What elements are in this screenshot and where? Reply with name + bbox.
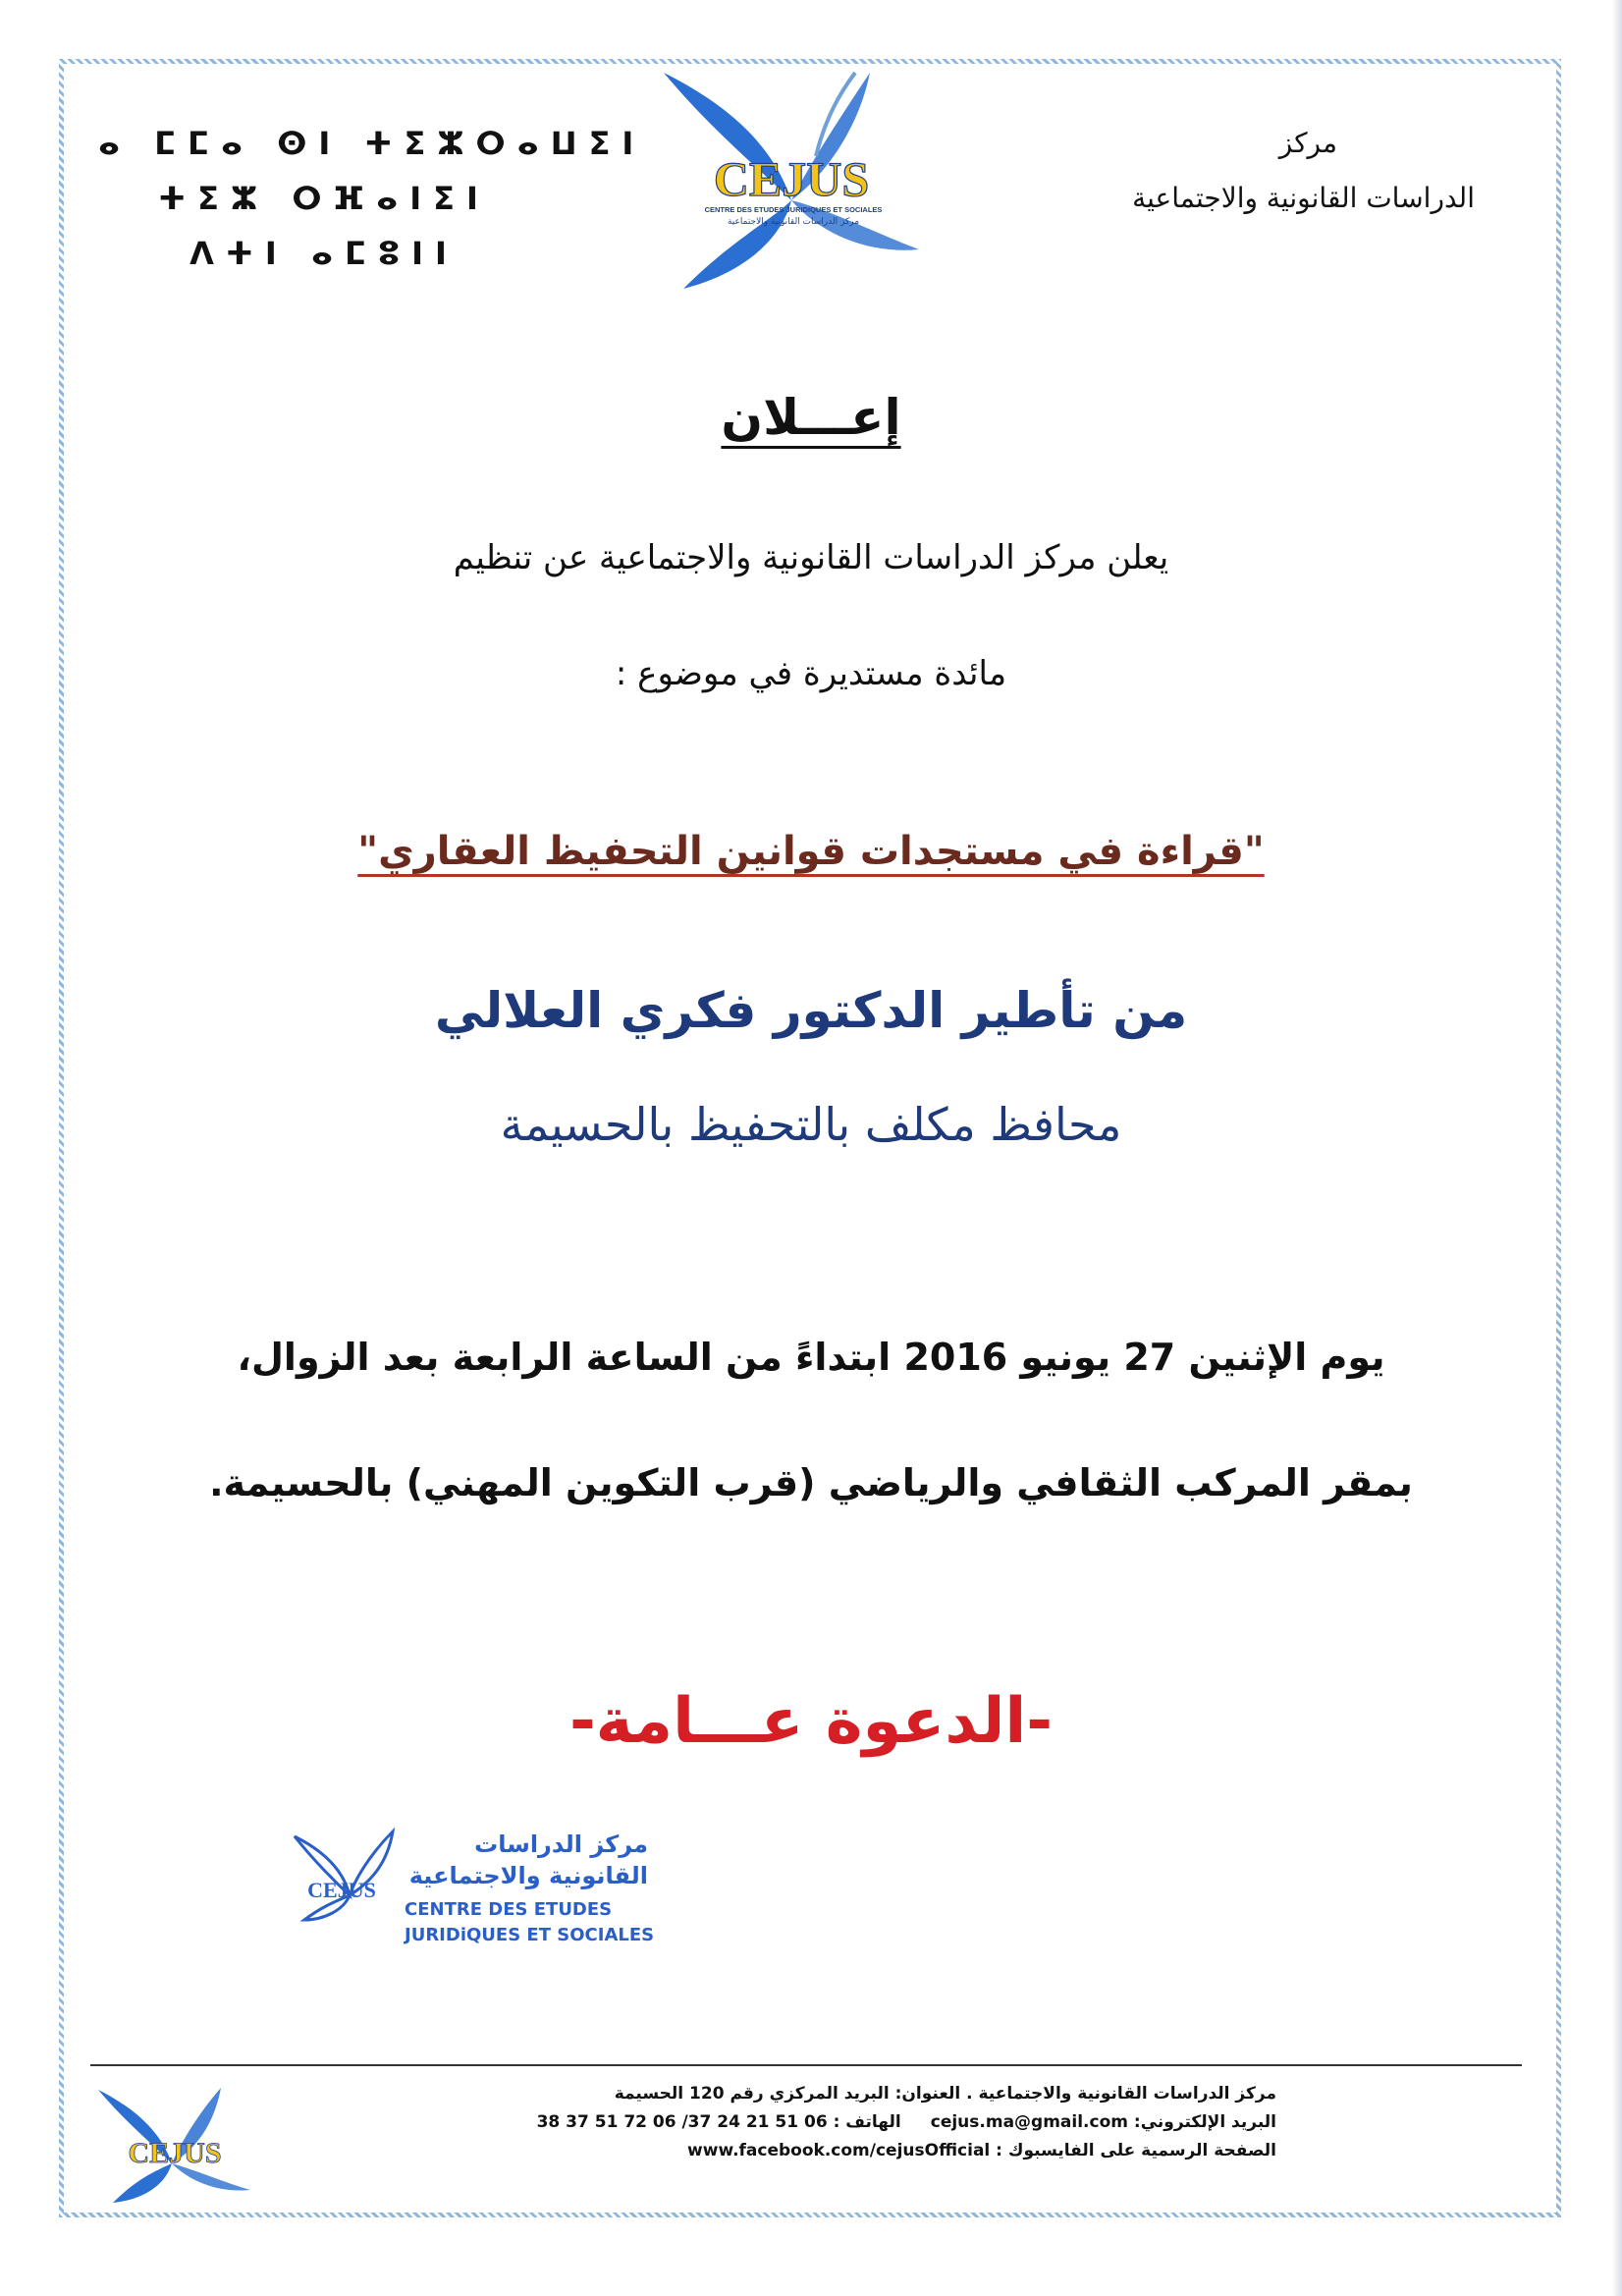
footer-email[interactable]: cejus.ma@gmail.com: [930, 2112, 1128, 2132]
tifinagh-line-1: ⴰ ⵎⵎⴰ ⵙⵏ ⵜⵉⵣⵔⴰⵡⵉⵏ: [98, 125, 646, 162]
announcement-topic: "قراءة في مستجدات قوانين التحفيظ العقاري": [357, 829, 1265, 874]
footer-email-label: البريد الإلكتروني:: [1133, 2112, 1276, 2132]
announcement-subject-label: مائدة مستديرة في موضوع :: [615, 654, 1007, 693]
footer-divider: [90, 2064, 1522, 2066]
footer-phones: 38 37 51 72 06 /37 24 21 51 06: [536, 2112, 828, 2132]
stamp-french-text: [405, 1897, 660, 1948]
tifinagh-line-3: ⴷⵜⵏ ⴰⵎⵓⵏⵏ: [189, 235, 459, 272]
footer-contact-row: [363, 2108, 1276, 2137]
announcement-intro: يعلن مركز الدراسات القانونية والاجتماعية عن تنظيم: [453, 538, 1169, 577]
logo-wordmark: CEJUS: [713, 151, 870, 206]
footer-cejus-logo: [88, 2080, 260, 2208]
footer-facebook-row: [363, 2137, 1276, 2165]
stamp-logo: [285, 1827, 403, 1925]
logo-subtext-ar: مركز الدراسات القانونية والاجتماعية: [727, 217, 860, 227]
event-date-time: يوم الإثنين 27 يونيو 2016 ابتداءً من الساعة الرابعة بعد الزوال،: [237, 1336, 1385, 1379]
event-venue: بمقر المركب الثقافي والرياضي (قرب التكوين المهني) بالحسيمة.: [209, 1461, 1413, 1504]
org-name-line-1: مركز: [1278, 127, 1337, 159]
cejus-logo: [644, 63, 939, 299]
tifinagh-line-2: ⵜⵉⵣ ⵔⴼⴰⵏⵉⵏ: [158, 180, 490, 217]
footer-address-row: [363, 2080, 1276, 2108]
announcement-title: إعـــلان: [721, 389, 901, 446]
stamp-bird-icon: [295, 1831, 393, 1920]
speaker-role: محافظ مكلف بالتحفيظ بالحسيمة: [500, 1098, 1122, 1151]
footer-phone-label: الهاتف :: [833, 2112, 901, 2132]
org-name-line-2: الدراسات القانونية والاجتماعية: [1132, 182, 1475, 214]
speaker-name: من تأطير الدكتور فكري العلالي: [434, 982, 1188, 1039]
stamp-arabic-line-1: مركز الدراسات: [474, 1831, 648, 1858]
org-name-arabic: [964, 116, 1475, 226]
stamp-french-line-1: CENTRE DES ETUDES: [405, 1899, 613, 1920]
public-invitation: -الدعوة عـــامة-: [569, 1685, 1053, 1758]
stamp-arabic-line-2: القانونية والاجتماعية: [408, 1862, 648, 1889]
footer-facebook-label: الصفحة الرسمية على الفايسبوك :: [996, 2141, 1276, 2160]
footer-address: مركز الدراسات القانونية والاجتماعية . العنوان: البريد المركزي رقم 120 الحسيمة: [614, 2084, 1276, 2104]
footer-facebook-link[interactable]: www.facebook.com/cejusOfficial: [687, 2141, 991, 2160]
footer-contact-info: [363, 2080, 1276, 2165]
stamp-logo-wordmark: CEJUS: [307, 1878, 376, 1902]
stamp-arabic-text: [403, 1829, 648, 1891]
footer-logo-wordmark: CEJUS: [128, 2137, 222, 2169]
logo-subtext-fr: CENTRE DES ETUDES JURIDIQUES ET SOCIALES: [704, 205, 883, 214]
tifinagh-org-name: [98, 116, 646, 281]
stamp-french-line-2: JURIDiQUES ET SOCIALES: [405, 1925, 655, 1945]
